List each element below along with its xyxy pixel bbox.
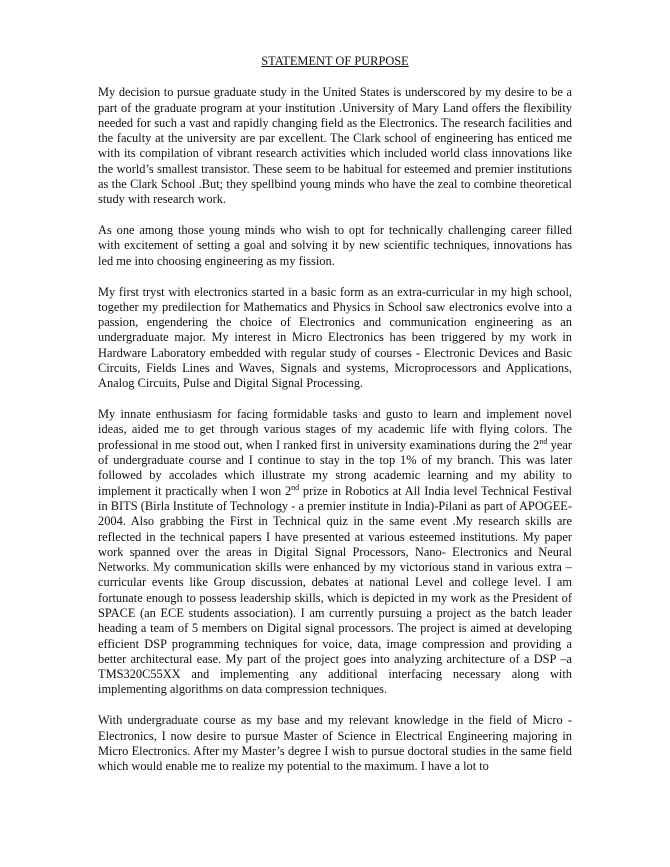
- paragraph-achievements-part-3: prize in Robotics at All India level Technical Festival in BITS (Birla Institute of Technology - a premier institute in India)-Pilani as part of APOGEE-2004. Also grabbing the First in Technical quiz in the same event .My research skills are reflected in the technical papers I have presented at various esteemed institutions. My paper work spanned over the areas in Digital Signal Processors, Nano- Electronics and Neural Networks. My communication skills were enhanced by my victorious stand in various extra – curricular events like Group discussion, debates at national Level and college level. I am fortunate enough to possess leadership skills, which is depicted in my work as the President of SPACE (an ECE students association). I am currently pursuing a project as the batch leader heading a team of 5 members on Digital signal processors. The project is aimed at developing efficient DSP programming techniques for voice, data, image compression and providing a better architectural ease. My part of the project goes into analyzing architecture of a DSP –a TMS320C55XX and implementing any additional interfacing necessary along with implementing algorithms on data compression techniques.: [98, 483, 572, 697]
- document-body: [98, 54, 572, 790]
- paragraph-achievements-part-1: My innate enthusiasm for facing formidable tasks and gusto to learn and implement novel ideas, aided me to get through various stages of my academic life with flying colors. The professional in me stood out, when I ranked first in university examinations during the 2: [98, 407, 572, 452]
- paragraph-future-plans: With undergraduate course as my base and my relevant knowledge in the field of Micro -Electronics, I now desire to pursue Master of Science in Electrical Engineering majoring in Micro Electronics. After my Master’s degree I wish to pursue doctoral studies in the same field which would enable me to realize my potential to the maximum. I have a lot to: [98, 713, 572, 774]
- document-title: STATEMENT OF PURPOSE: [261, 54, 409, 68]
- paragraph-electronics-interest: My first tryst with electronics started in a basic form as an extra-curricular in my high school, together my predilection for Mathematics and Physics in School saw electronics evolve into a passion, engendering the choice of Electronics and communication engineering as an undergraduate major. My interest in Micro Electronics has been triggered by my work in Hardware Laboratory embedded with regular study of courses - Electronic Devices and Basic Circuits, Fields Lines and Waves, Signals and systems, Microprocessors and Applications, Analog Circuits, Pulse and Digital Signal Processing.: [98, 284, 572, 391]
- paragraph-career-choice: As one among those young minds who wish to opt for technically challenging career filled with excitement of setting a goal and solving it by new scientific techniques, innovations has led me into choosing engineering as my fission.: [98, 223, 572, 268]
- paragraph-achievements: [98, 407, 572, 698]
- paragraph-achievements-part-2: year of undergraduate course and I continue to stay in the top 1% of my branch. This was later followed by accolades which illustrate my strong academic learning and my ability to implement it practically when I won 2: [98, 437, 572, 498]
- ordinal-suffix: nd: [539, 436, 548, 446]
- paragraph-graduate-study: My decision to pursue graduate study in the United States is underscored by my desire to be a part of the graduate program at your institution .University of Mary Land offers the flexibility needed for such a vast and rapidly changing field as the Electronics. The research facilities and the faculty at the university are par excellent. The Clark school of engineering has enticed me with its compilation of vibrant research activities which included world class innovations like the world’s smallest transistor. These seem to be habitual for esteemed and premier institutions as the Clark School .But; they spellbind young minds who have the zeal to combine theoretical study with research work.: [98, 85, 572, 207]
- ordinal-suffix: nd: [291, 482, 300, 492]
